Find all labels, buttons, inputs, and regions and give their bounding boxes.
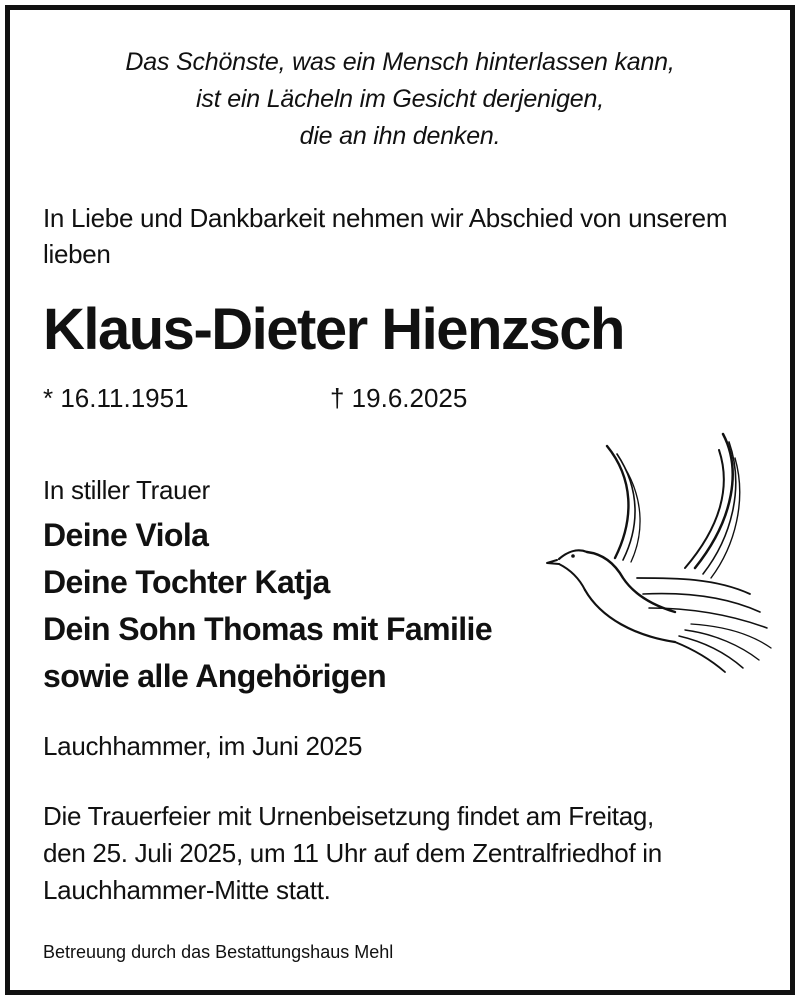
intro-line-2: lieben: [43, 239, 111, 269]
funeral-line-3: Lauchhammer-Mitte statt.: [43, 875, 331, 905]
mourner-item: Dein Sohn Thomas mit Familie: [43, 611, 493, 647]
dove-icon: [545, 428, 775, 678]
funeral-line-1: Die Trauerfeier mit Urnenbeisetzung findet am Freitag,: [43, 801, 654, 831]
funeral-line-2: den 25. Juli 2025, um 11 Uhr auf dem Zentralfriedhof in: [43, 838, 662, 868]
life-dates: [43, 380, 468, 416]
mourner-item: Deine Viola: [43, 517, 209, 553]
deceased-name: Klaus-Dieter Hienzsch: [43, 297, 624, 362]
funeral-info: [43, 798, 662, 909]
obituary-notice: [5, 5, 795, 995]
motto-line-3: die an ihn denken.: [299, 122, 501, 150]
motto-line-1: Das Schönste, was ein Mensch hinterlassen kann,: [125, 48, 675, 76]
motto-line-2: ist ein Lächeln im Gesicht derjenigen,: [196, 85, 604, 113]
birth-date: * 16.11.1951: [43, 383, 189, 413]
place-and-date: Lauchhammer, im Juni 2025: [43, 731, 363, 761]
intro-text: [43, 200, 773, 272]
mourners-list: [43, 512, 492, 700]
mourning-label: In stiller Trauer: [43, 475, 210, 505]
mourner-item: sowie alle Angehörigen: [43, 658, 387, 694]
intro-line-1: In Liebe und Dankbarkeit nehmen wir Abschied von unserem: [43, 203, 728, 233]
mourner-item: Deine Tochter Katja: [43, 564, 330, 600]
motto-quote: [10, 44, 790, 155]
funeral-home-credit: Betreuung durch das Bestattungshaus Mehl: [43, 942, 394, 962]
death-date: † 19.6.2025: [330, 383, 468, 413]
